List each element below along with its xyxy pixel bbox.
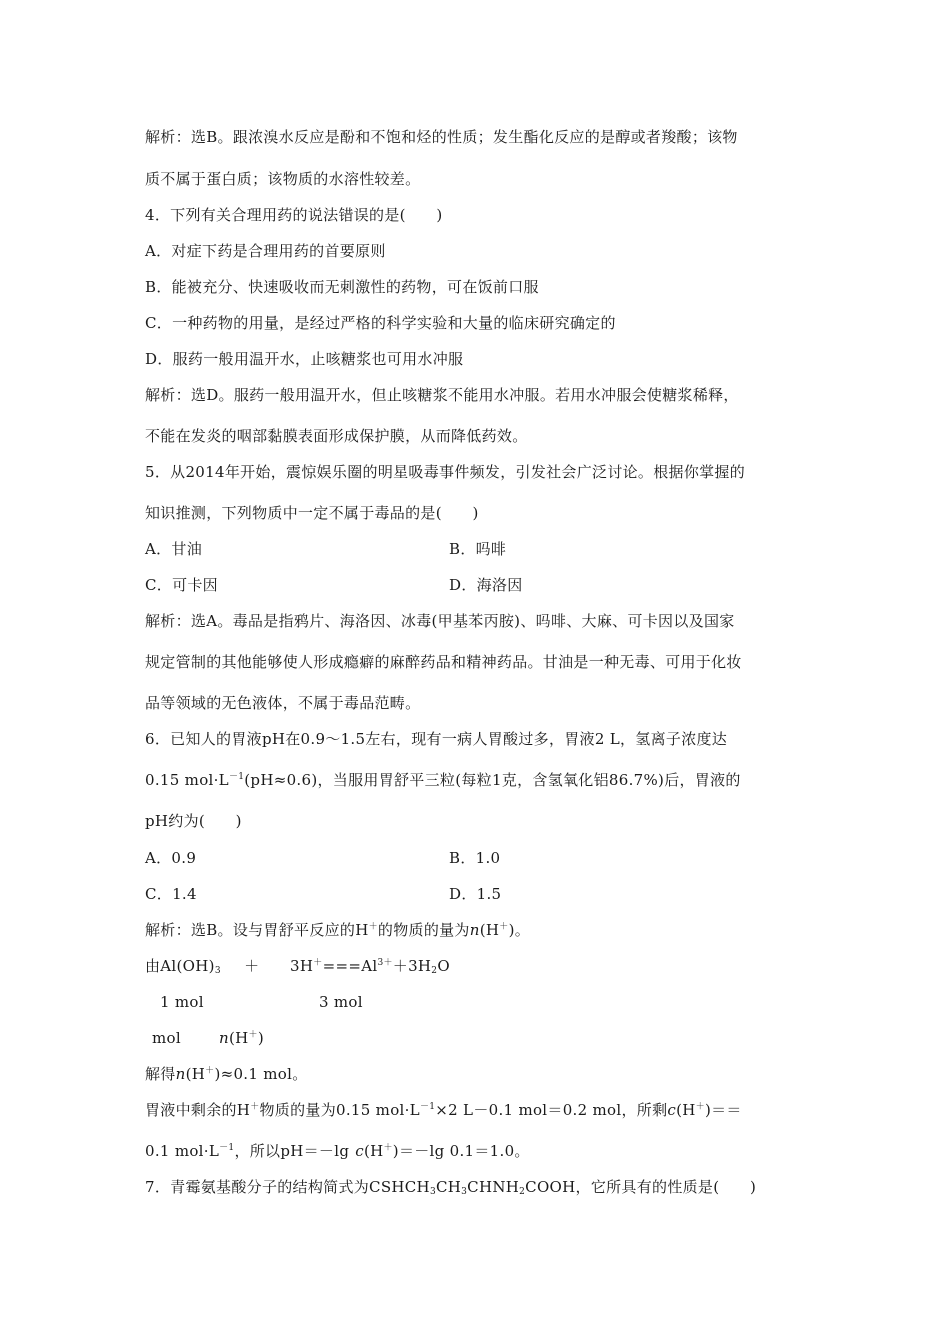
q5-stem-line2: 知识推测，下列物质中一定不属于毒品的是( ) [145, 504, 479, 522]
q5-option-a: A．甘油 [145, 540, 203, 558]
q5-analysis-line1: 解析：选A。毒品是指鸦片、海洛因、冰毒(甲基苯丙胺)、吗啡、大麻、可卡因以及国家 [145, 612, 735, 630]
q6-final-line: 0.1 $mol\cdot L^{-1}$，所以pH＝－lg c(H＋)＝－lg 0.1＝1.0。 [145, 1142, 530, 1160]
q6-option-c: C．1.4 [145, 885, 197, 903]
q5-option-d: D．海洛因 [449, 576, 523, 594]
q6-ratio-left: 1 mol [160, 993, 204, 1011]
q5-analysis-line3: 品等领域的无色液体，不属于毒品范畴。 [145, 694, 421, 712]
q6-equation: 由$Al(OH)_3$ ＋ $3H^+===Al^{3+}+3H_2O$ [145, 957, 450, 976]
q6-solve-line: 解得n(H＋)≈0.1 mol。 [145, 1065, 308, 1083]
q6-amount-left: mol [152, 1029, 181, 1047]
q4-option-c: C．一种药物的用量，是经过严格的科学实验和大量的临床研究确定的 [145, 314, 616, 332]
q6-ratio-right: 3 mol [319, 993, 363, 1011]
q4-option-d: D．服药一般用温开水，止咳糖浆也可用水冲服 [145, 350, 464, 368]
q5-analysis-line2: 规定管制的其他能够使人形成瘾癖的麻醉药品和精神药品。甘油是一种无毒、可用于化妆 [145, 653, 742, 671]
q6-remain-line: 胃液中剩余的H＋物质的量为0.15 $mol\cdot L^{-1}\times 2$ L－0.1 mol＝0.2 mol，所剩c(H＋)＝＝ [145, 1101, 742, 1119]
q4-analysis-line2: 不能在发炎的咽部黏膜表面形成保护膜，从而降低药效。 [145, 427, 528, 445]
q6-stem-line1: 6．已知人的胃液pH在0.9～1.5左右，现有一病人胃酸过多，胃液2 L，氢离子浓度达 [145, 730, 728, 748]
q6-option-d: D．1.5 [449, 885, 502, 903]
q3-analysis-line2: 质不属于蛋白质；该物质的水溶性较差。 [145, 170, 421, 188]
q4-option-a: A．对症下药是合理用药的首要原则 [145, 242, 386, 260]
q6-stem-line3: pH约为( ) [145, 812, 242, 830]
q5-option-c: C．可卡因 [145, 576, 218, 594]
q6-option-a: A．0.9 [145, 849, 197, 867]
q4-option-b: B．能被充分、快速吸收而无刺激性的药物，可在饭前口服 [145, 278, 539, 296]
q6-stem-line2: 0.15 $mol\cdot L^{-1}(pH\approx 0.6)$，当服用胃舒平三粒(每粒1克，含氢氧化铝86.7%)后，胃液的 [145, 771, 741, 789]
q4-stem: 4．下列有关合理用药的说法错误的是( ) [145, 206, 443, 224]
q4-analysis-line1: 解析：选D。服药一般用温开水，但止咳糖浆不能用水冲服。若用水冲服会使糖浆稀释， [145, 386, 739, 404]
q6-option-b: B．1.0 [449, 849, 501, 867]
q6-analysis-line1: 解析：选B。设与胃舒平反应的H＋的物质的量为n(H＋)。 [145, 921, 531, 939]
q3-analysis-line1: 解析：选B。跟浓溴水反应是酚和不饱和烃的性质；发生酯化反应的是醇或者羧酸；该物 [145, 128, 738, 146]
q5-stem-line1: 5．从2014年开始，震惊娱乐圈的明星吸毒事件频发，引发社会广泛讨论。根据你掌握的 [145, 463, 746, 481]
q6-amount-right: n(H＋) [219, 1029, 264, 1047]
q5-option-b: B．吗啡 [449, 540, 507, 558]
q7-stem: 7．青霉氨基酸分子的结构简式为$CSHCH_3CH_3CHNH_2COOH$，它所具有的性质是( ) [145, 1178, 757, 1197]
